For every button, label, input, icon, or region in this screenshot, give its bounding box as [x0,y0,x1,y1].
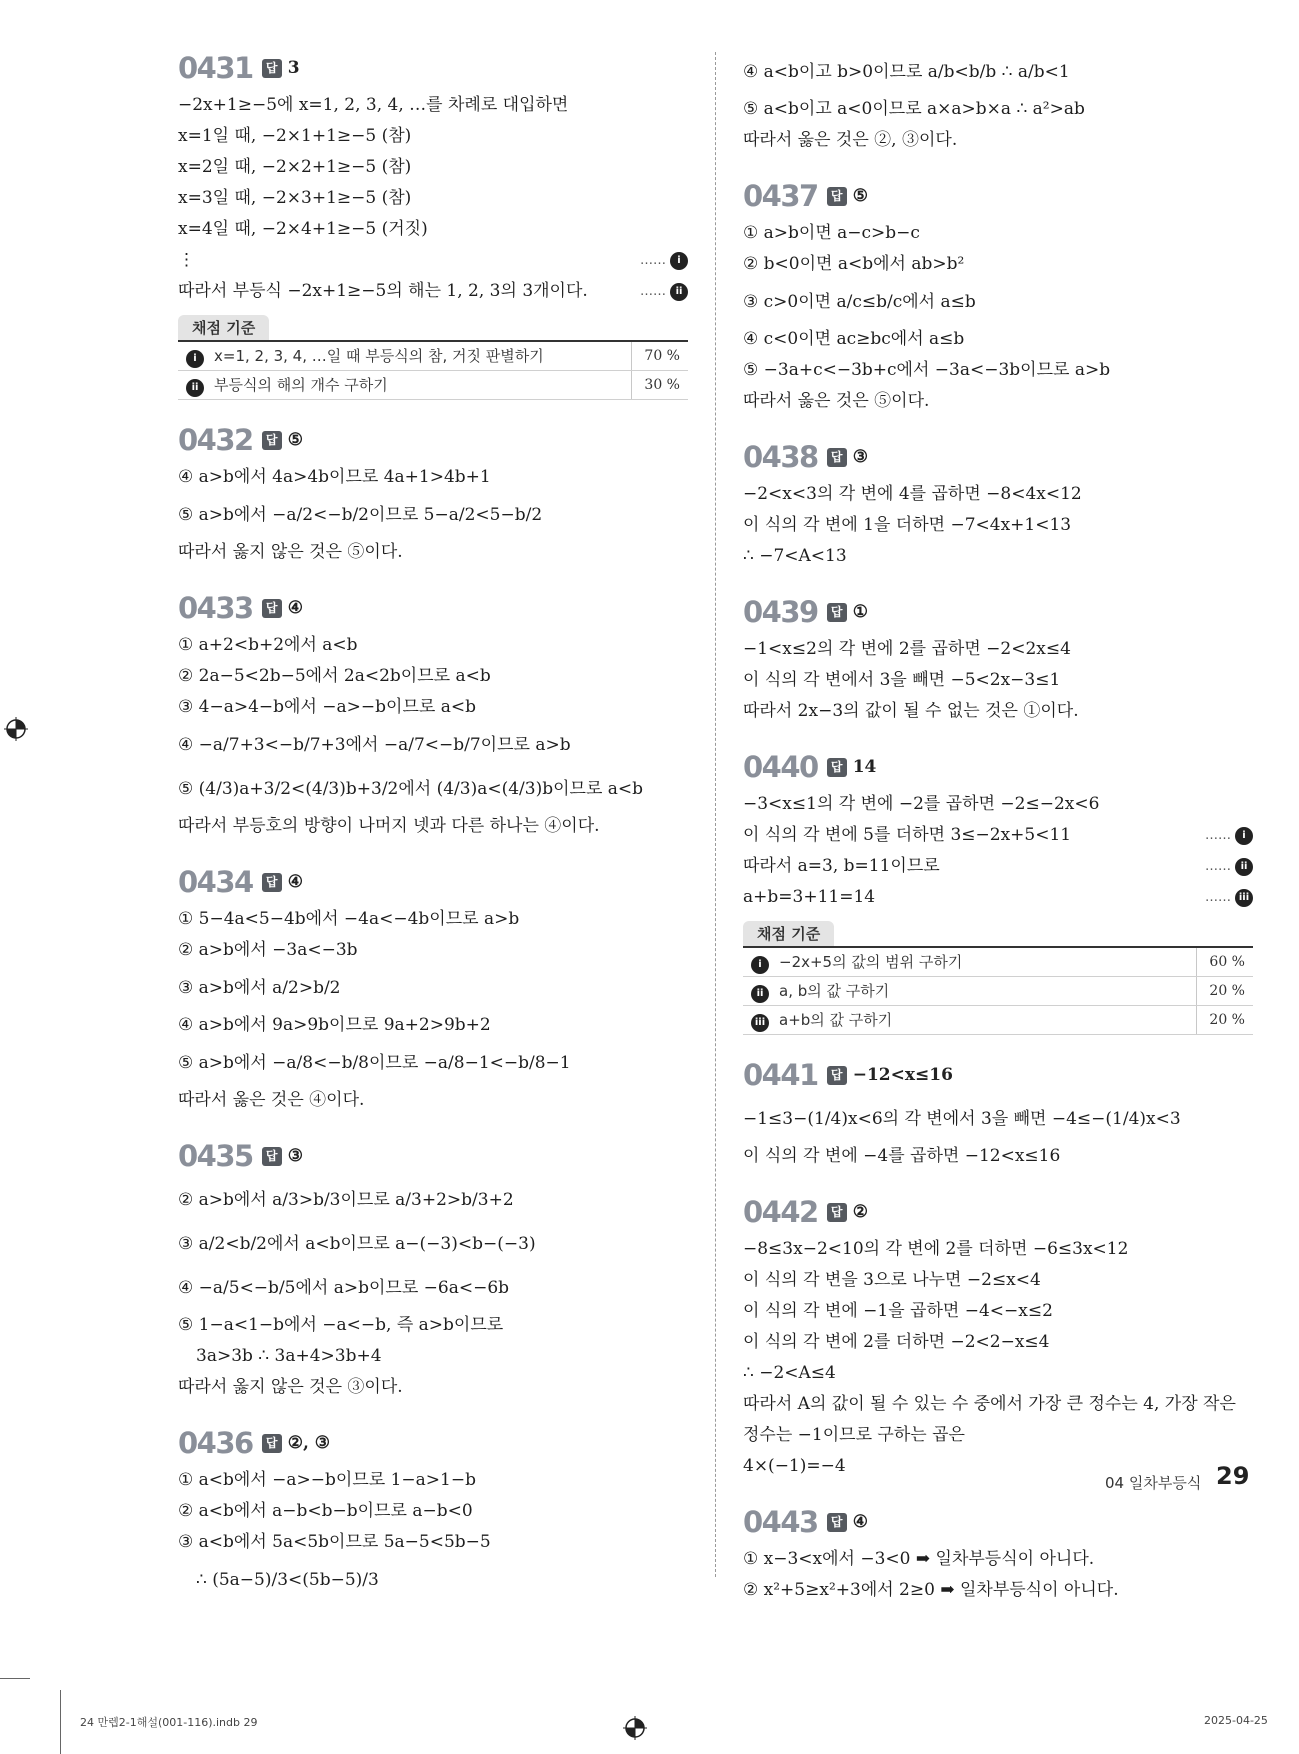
solution-text: ① 5−4a<5−4b에서 −4a<−4b이므로 a>b [178,909,520,929]
solution-text: a+b=3+11=14 [743,887,876,907]
solution-line [178,1010,688,1041]
solution-line [178,462,688,493]
problem-number: 0440 [743,750,818,784]
step-number-badge: iii [1235,889,1253,907]
step-marker [640,276,688,307]
criteria-row [743,947,1253,977]
problem-header [743,1057,1253,1093]
problem-block [743,50,1253,156]
problem-header [178,1425,688,1461]
criteria-text: a, b의 값 구하기 [779,981,890,1000]
solution-line [743,50,1253,94]
solution-line [178,1341,688,1372]
solution-text: −3<x≤1의 각 변에 −2를 곱하면 −2≤−2x<6 [743,794,1100,814]
solution-text: 3a>3b ∴ 3a+4>3b+4 [196,1346,382,1366]
problem-header [743,439,1253,475]
answer-value: ②, ③ [287,1433,331,1453]
solution-line [178,935,688,966]
solution-text: ④ −a/5<−b/5에서 a>b이므로 −6a<−6b [178,1278,510,1298]
page-number: 29 [1216,1462,1250,1490]
solution-text: 정수는 −1이므로 구하는 곱은 [743,1425,965,1445]
solution-text: ② a<b에서 a−b<b−b이므로 a−b<0 [178,1501,473,1521]
step-number-badge: iii [751,1014,769,1032]
criteria-row [178,341,688,371]
criteria-percent: 70 % [632,341,689,371]
print-date: 2025-04-25 [1204,1714,1268,1727]
right-column [743,50,1253,1628]
problem-number: 0437 [743,179,818,213]
answer-badge: 답 [262,873,282,892]
solution-line [178,183,688,214]
solution-line [178,723,688,767]
solution-text: ③ a<b에서 5a<5b이므로 5a−5<5b−5 [178,1532,491,1552]
solution-line [743,1141,1253,1172]
solution-text: ∴ −2<A≤4 [743,1363,836,1383]
problem-header [743,594,1253,630]
criteria-row [743,977,1253,1006]
solution-text: ③ c>0이면 a/c≤b/c에서 a≤b [743,292,976,312]
solution-text: x=4일 때, −2×4+1≥−5 (거짓) [178,219,428,239]
criteria-percent: 20 % [1197,1006,1254,1035]
step-number-badge: i [670,252,688,270]
problem-number: 0435 [178,1139,253,1173]
solution-line [743,1420,1253,1451]
problem-block [743,178,1253,417]
criteria-text: 부등식의 해의 개수 구하기 [214,375,388,394]
solution-text: ② a>b에서 a/3>b/3이므로 a/3+2>b/3+2 [178,1190,514,1210]
solution-line [743,249,1253,280]
problem-block [178,590,688,842]
answer-value: ⑤ [287,430,303,450]
problem-header [178,422,688,458]
answer-badge: 답 [827,187,847,206]
solution-line [743,634,1253,665]
problem-header [743,178,1253,214]
criteria-row [178,371,688,400]
criteria-text: x=1, 2, 3, 4, …일 때 부등식의 참, 거짓 판별하기 [214,346,544,365]
solution-text: ⑤ (4/3)a+3/2<(4/3)b+3/2에서 (4/3)a<(4/3)b이므로 a<b [178,779,644,799]
solution-line [178,692,688,723]
answer-badge: 답 [827,1066,847,1085]
solution-line [743,789,1253,820]
solution-text: x=1일 때, −2×1+1≥−5 (참) [178,126,412,146]
solution-line [178,537,688,568]
step-dots: …… [640,284,666,299]
solution-line [743,1234,1253,1265]
solution-line [743,820,1253,851]
solution-text: ④ a>b에서 9a>9b이므로 9a+2>9b+2 [178,1015,491,1035]
solution-text: −8≤3x−2<10의 각 변에 2를 더하면 −6≤3x<12 [743,1239,1129,1259]
solution-line [178,630,688,661]
problem-number: 0431 [178,51,253,85]
solution-line [743,1575,1253,1606]
step-number-badge: ii [670,283,688,301]
solution-line [178,1558,688,1602]
solution-text: x=3일 때, −2×3+1≥−5 (참) [178,188,412,208]
solution-line [743,851,1253,882]
solution-text: x=2일 때, −2×2+1≥−5 (참) [178,157,412,177]
solution-text: ⑤ a>b에서 −a/2<−b/2이므로 5−a/2<5−b/2 [178,505,543,525]
grading-criteria-title: 채점 기준 [743,921,834,946]
solution-line [178,1496,688,1527]
problem-number: 0441 [743,1058,818,1092]
solution-text: ① x−3<x에서 −3<0 ➡ 일차부등식이 아니다. [743,1549,1095,1569]
criteria-description [178,371,632,400]
problem-number: 0438 [743,440,818,474]
solution-line [743,696,1253,727]
solution-text: ④ a<b이고 b>0이므로 a/b<b/b ∴ a/b<1 [743,62,1070,82]
solution-text: 따라서 옳지 않은 것은 ③이다. [178,1377,403,1397]
solution-line [178,661,688,692]
solution-text: −1≤3−(1/4)x<6의 각 변에서 3을 빼면 −4≤−(1/4)x<3 [743,1109,1181,1129]
grading-criteria-table [178,340,688,400]
file-info: 24 만렙2-1해설(001-116).indb 29 [80,1716,258,1729]
solution-text: 따라서 부등식 −2x+1≥−5의 해는 1, 2, 3의 3개이다. [178,281,588,301]
solution-line [178,1372,688,1403]
problem-block [743,439,1253,572]
solution-text: ② b<0이면 a<b에서 ab>b² [743,254,965,274]
solution-text: 따라서 2x−3의 값이 될 수 없는 것은 ①이다. [743,701,1079,721]
answer-value: ③ [852,447,868,467]
criteria-row [743,1006,1253,1035]
solution-text: ⑤ −3a+c<−3b+c에서 −3a<−3b이므로 a>b [743,360,1111,380]
solution-line [178,214,688,245]
problem-number: 0436 [178,1426,253,1460]
solution-text: ⑤ a<b이고 a<0이므로 a×a>b×a ∴ a²>ab [743,99,1085,119]
solution-line [178,966,688,1010]
step-marker [1205,882,1253,913]
problem-number: 0432 [178,423,253,457]
solution-text: ⑤ 1−a<1−b에서 −a<−b, 즉 a>b이므로 [178,1315,504,1335]
solution-text: −2x+1≥−5에 x=1, 2, 3, 4, …를 차례로 대입하면 [178,95,569,115]
chapter-title: 04 일차부등식 [1105,1474,1202,1492]
problem-block [178,864,688,1116]
solution-text: 이 식의 각 변에 −4를 곱하면 −12<x≤16 [743,1146,1061,1166]
problem-header [743,1504,1253,1540]
problem-block [178,1425,688,1602]
registration-mark-icon [4,717,28,741]
answer-badge: 답 [827,1203,847,1222]
solution-line [178,1041,688,1085]
criteria-description [743,947,1197,977]
solution-line [743,665,1253,696]
answer-value: 14 [852,757,877,777]
step-number-badge: i [1235,827,1253,845]
solution-text: 이 식의 각 변에 −1을 곱하면 −4<−x≤2 [743,1301,1053,1321]
solution-text: ② x²+5≥x²+3에서 2≥0 ➡ 일차부등식이 아니다. [743,1580,1119,1600]
problem-number: 0442 [743,1195,818,1229]
crop-mark [0,1678,30,1679]
problem-header [178,50,688,86]
solution-line [178,811,688,842]
solution-text: ① a>b이면 a−c>b−c [743,223,920,243]
answer-badge: 답 [262,599,282,618]
solution-line [743,125,1253,156]
solution-text: 이 식의 각 변에 5를 더하면 3≤−2x+5<11 [743,825,1072,845]
answer-value: ① [852,602,868,622]
problem-block [743,749,1253,1035]
answer-value: ④ [287,598,303,618]
step-dots: …… [1205,828,1231,843]
solution-line [178,90,688,121]
solution-line [743,1296,1253,1327]
solution-line [178,1222,688,1266]
problem-block [743,1057,1253,1172]
problem-header [178,590,688,626]
solution-text: ② a>b에서 −3a<−3b [178,940,358,960]
criteria-description [743,1006,1197,1035]
solution-text: ③ a>b에서 a/2>b/2 [178,978,341,998]
answer-value: ② [852,1202,868,1222]
solution-text: ⑤ a>b에서 −a/8<−b/8이므로 −a/8−1<−b/8−1 [178,1053,571,1073]
registration-mark-icon [623,1716,647,1740]
solution-text: ③ a/2<b/2에서 a<b이므로 a−(−3)<b−(−3) [178,1234,536,1254]
answer-value: 3 [287,58,300,78]
answer-badge: 답 [827,603,847,622]
answer-badge: 답 [827,1513,847,1532]
solution-text: 따라서 옳은 것은 ⑤이다. [743,391,930,411]
solution-line [743,479,1253,510]
problem-header [743,1194,1253,1230]
solution-text: ② 2a−5<2b−5에서 2a<2b이므로 a<b [178,666,491,686]
solution-text: ① a+2<b+2에서 a<b [178,635,358,655]
solution-line [178,152,688,183]
criteria-percent: 30 % [632,371,689,400]
solution-line [178,767,688,811]
solution-text: 4×(−1)=−4 [743,1456,846,1476]
solution-line [178,1178,688,1222]
solution-text: ① a<b에서 −a>−b이므로 1−a>1−b [178,1470,476,1490]
solution-text: 따라서 a=3, b=11이므로 [743,856,940,876]
step-dots: …… [1205,890,1231,905]
step-number-badge: ii [186,379,204,397]
solution-line [743,94,1253,125]
solution-line [178,245,688,276]
step-marker [1205,820,1253,851]
answer-badge: 답 [262,1434,282,1453]
answer-badge: 답 [262,1147,282,1166]
solution-line [178,904,688,935]
answer-badge: 답 [262,59,282,78]
problem-block [743,594,1253,727]
answer-badge: 답 [827,448,847,467]
solution-line [743,1265,1253,1296]
solution-line [178,1527,688,1558]
solution-text: −1<x≤2의 각 변에 2를 곱하면 −2<2x≤4 [743,639,1071,659]
solution-text: 이 식의 각 변에 2를 더하면 −2<2−x≤4 [743,1332,1050,1352]
criteria-percent: 20 % [1197,977,1254,1006]
solution-line [743,355,1253,386]
column-divider [715,52,716,1577]
criteria-text: −2x+5의 값의 범위 구하기 [779,952,963,971]
answer-value: ⑤ [852,186,868,206]
answer-value: ④ [287,872,303,892]
step-number-badge: i [186,350,204,368]
criteria-description [178,341,632,371]
step-dots: …… [1205,859,1231,874]
step-dots: …… [640,253,666,268]
solution-line [743,510,1253,541]
solution-line [743,1389,1253,1420]
step-number-badge: ii [1235,858,1253,876]
solution-text: ∴ −7<A<13 [743,546,847,566]
problem-number: 0443 [743,1505,818,1539]
solution-text: 따라서 부등호의 방향이 나머지 넷과 다른 하나는 ④이다. [178,816,600,836]
problem-number: 0434 [178,865,253,899]
solution-line [743,386,1253,417]
problem-header [178,1138,688,1174]
solution-text: ⋮ [178,250,195,270]
problem-number: 0439 [743,595,818,629]
answer-badge: 답 [262,431,282,450]
solution-line [743,541,1253,572]
solution-text: ④ c<0이면 ac≥bc에서 a≤b [743,329,965,349]
problem-number: 0433 [178,591,253,625]
problem-block [178,1138,688,1403]
grading-criteria-title: 채점 기준 [178,315,269,340]
crop-mark [60,1690,61,1754]
solution-line [178,1266,688,1310]
criteria-text: a+b의 값 구하기 [779,1010,893,1029]
solution-line [178,121,688,152]
solution-line [178,1310,688,1341]
criteria-percent: 60 % [1197,947,1254,977]
problem-header [178,864,688,900]
criteria-description [743,977,1197,1006]
solution-line [178,1465,688,1496]
solution-text: −2<x<3의 각 변에 4를 곱하면 −8<4x<12 [743,484,1082,504]
grading-criteria-table [743,946,1253,1035]
solution-text: 따라서 옳지 않은 것은 ⑤이다. [178,542,403,562]
problem-header [743,749,1253,785]
solution-text: 따라서 A의 값이 될 수 있는 수 중에서 가장 큰 정수는 4, 가장 작은 [743,1394,1236,1414]
left-column [178,50,688,1624]
answer-value: ③ [287,1146,303,1166]
solution-text: ∴ (5a−5)/3<(5b−5)/3 [196,1570,379,1590]
solution-text: 따라서 옳은 것은 ④이다. [178,1090,365,1110]
solution-line [743,1327,1253,1358]
solution-line [178,1085,688,1116]
step-number-badge: i [751,956,769,974]
solution-text: 이 식의 각 변에 1을 더하면 −7<4x+1<13 [743,515,1072,535]
problem-block [743,1504,1253,1606]
answer-badge: 답 [827,758,847,777]
solution-text: ③ 4−a>4−b에서 −a>−b이므로 a<b [178,697,476,717]
problem-block [178,422,688,568]
solution-line [743,1358,1253,1389]
problem-block [743,1194,1253,1482]
solution-text: 이 식의 각 변에서 3을 빼면 −5<2x−3≤1 [743,670,1061,690]
solution-line [743,882,1253,913]
solution-text: ④ −a/7+3<−b/7+3에서 −a/7<−b/7이므로 a>b [178,735,571,755]
step-marker [1205,851,1253,882]
step-number-badge: ii [751,985,769,1003]
solution-line [178,276,688,307]
solution-line [743,218,1253,249]
answer-value: ④ [852,1512,868,1532]
problem-block [178,50,688,400]
solution-line [743,1097,1253,1141]
solution-text: ④ a>b에서 4a>4b이므로 4a+1>4b+1 [178,467,491,487]
solution-line [743,1544,1253,1575]
solution-line [178,493,688,537]
answer-value: −12<x≤16 [852,1065,953,1085]
solution-text: 이 식의 각 변을 3으로 나누면 −2≤x<4 [743,1270,1041,1290]
solution-line [743,324,1253,355]
solution-text: 따라서 옳은 것은 ②, ③이다. [743,130,958,150]
solution-line [743,280,1253,324]
step-marker [640,245,688,276]
